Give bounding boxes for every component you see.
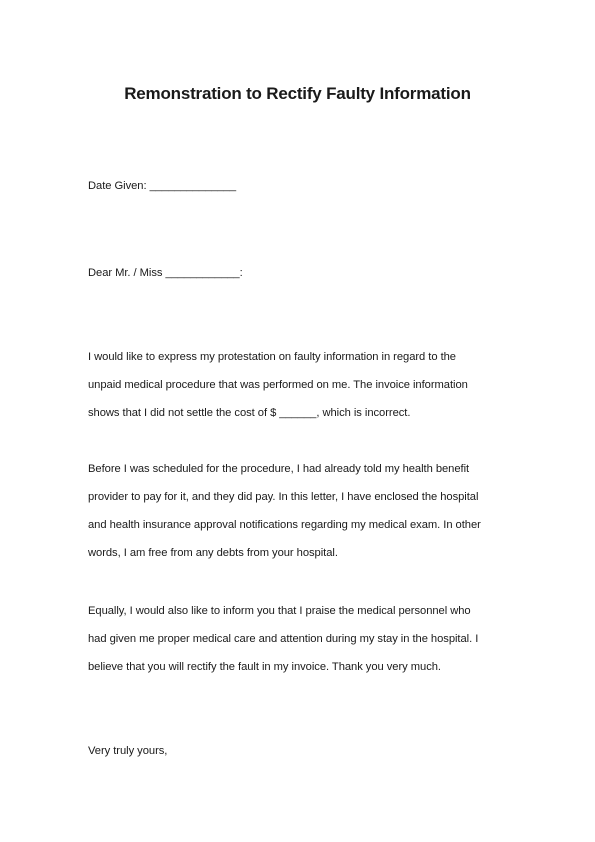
- page-title: Remonstration to Rectify Faulty Information: [124, 84, 471, 103]
- paragraph-3-line-1: Equally, I would also like to inform you that I praise the medical personnel who: [88, 605, 471, 617]
- paragraph-1-line-3: shows that I did not settle the cost of $ ______, which is incorrect.: [88, 407, 411, 419]
- paragraph-1-line-1: I would like to express my protestation on faulty information in regard to the: [88, 351, 456, 363]
- salutation: Dear Mr. / Miss ____________:: [88, 267, 243, 279]
- paragraph-1-line-2: unpaid medical procedure that was performed on me. The invoice information: [88, 379, 468, 391]
- paragraph-3-line-2: had given me proper medical care and attention during my stay in the hospital. I: [88, 633, 479, 645]
- closing: Very truly yours,: [88, 745, 168, 757]
- paragraph-2-line-1: Before I was scheduled for the procedure, I had already told my health benefit: [88, 463, 470, 475]
- paragraph-2-line-2: provider to pay for it, and they did pay. In this letter, I have enclosed the hospital: [88, 491, 479, 503]
- paragraph-2-line-4: words, I am free from any debts from your hospital.: [88, 547, 338, 559]
- date-line: Date Given: ______________: [88, 180, 236, 192]
- paragraph-2-line-3: and health insurance approval notifications regarding my medical exam. In other: [88, 519, 481, 531]
- paragraph-3-line-3: believe that you will rectify the fault in my invoice. Thank you very much.: [88, 661, 441, 673]
